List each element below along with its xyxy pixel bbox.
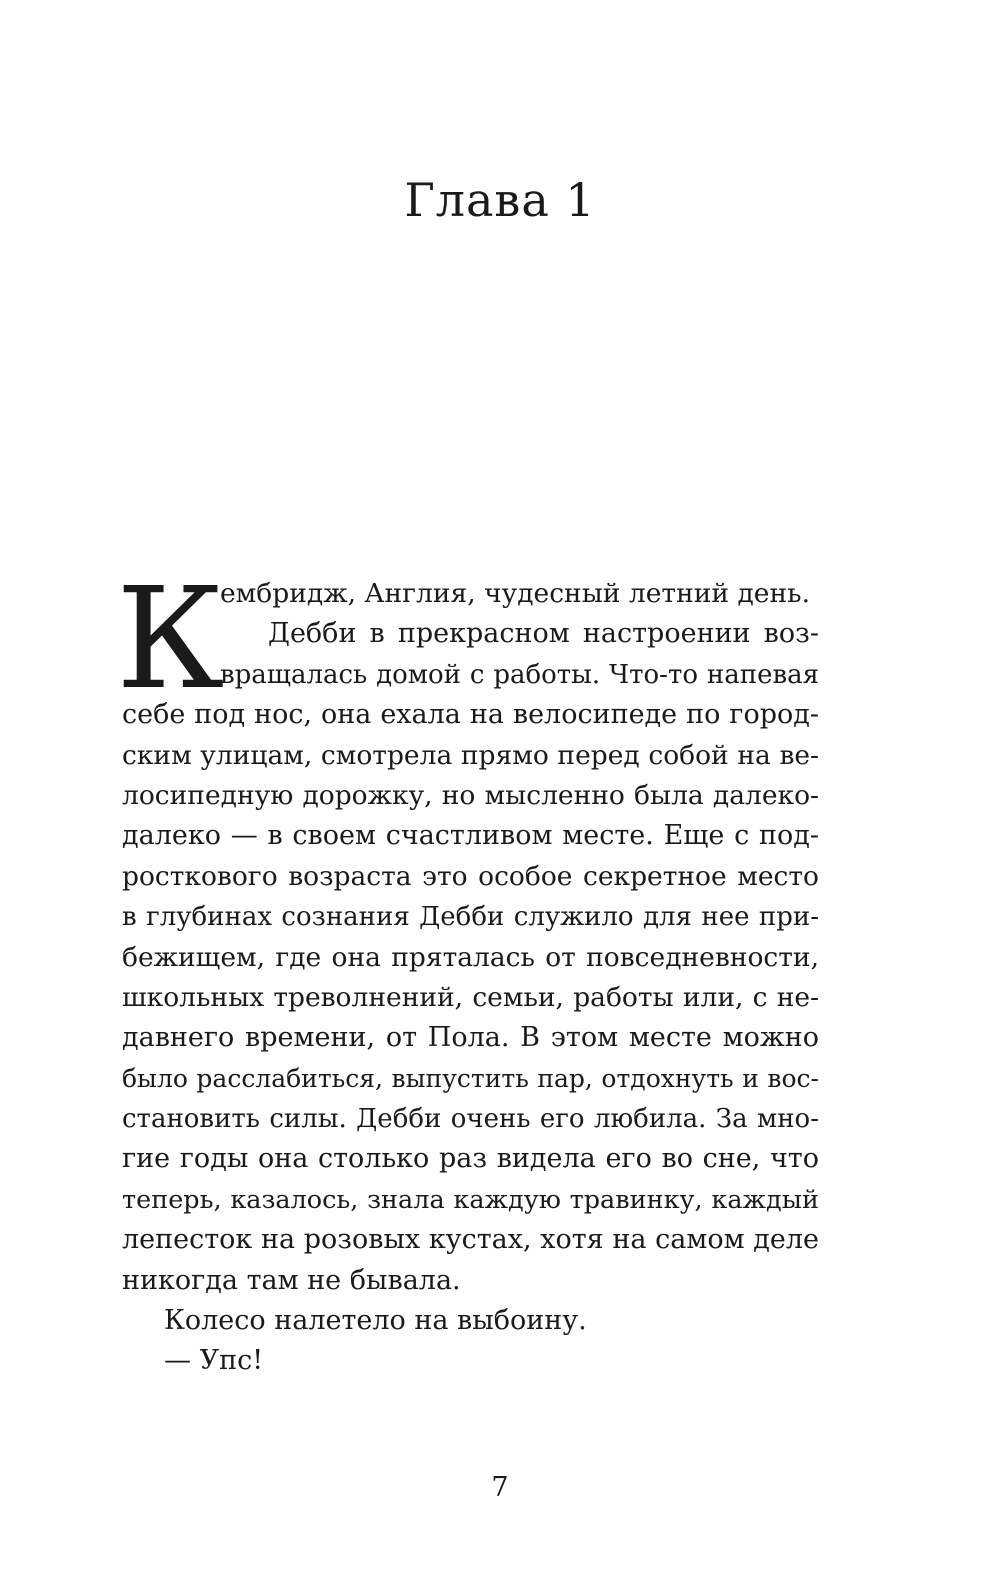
text-line: лепесток на розовых кустах, хотя на самом деле (122, 1224, 819, 1256)
text-line: теперь, казалось, знала каждую травинку, каждый (122, 1184, 819, 1215)
text-line: гие годы она столько раз видела его во сне, что (122, 1143, 819, 1175)
drop-cap: К (116, 558, 225, 721)
text-line: вращалась домой с работы. Что-то напевая (220, 659, 819, 690)
chapter-text (116, 558, 819, 1382)
text-line: ским улицам, смотрела прямо перед собой на ве- (122, 739, 819, 771)
text-line: становить силы. Дебби очень его любила. За мно- (122, 1104, 819, 1135)
text-line: бежищем, где она пряталась от повседневности, (122, 941, 819, 973)
text-line: давнего времени, от Пола. В этом месте можно (122, 1022, 819, 1054)
text-line: школьных треволнений, семьи, работы или, с не- (122, 981, 819, 1013)
chapter-title: Глава 1 (404, 173, 596, 227)
text-line: Колесо налетело на выбоину. (164, 1305, 587, 1337)
text-line: ембридж, Англия, чудесный летний день. (220, 578, 810, 609)
text-line: — Упс! (164, 1345, 264, 1377)
text-line: в глубинах сознания Дебби служило для нее при- (122, 902, 819, 933)
page-number: 7 (491, 1472, 509, 1503)
text-line: лосипедную дорожку, но мысленно была далеко- (122, 779, 819, 811)
text-line: Дебби в прекрасном настроении воз- (268, 618, 819, 650)
text-line: росткового возраста это особое секретное место (122, 860, 819, 892)
text-line: было расслабиться, выпустить пар, отдохнуть и вос- (122, 1063, 819, 1093)
text-line: себе под нос, она ехала на велосипеде по город- (122, 699, 819, 731)
text-line: далеко — в своем счастливом месте. Еще с под- (122, 820, 819, 852)
text-line: никогда там не бывала. (122, 1264, 461, 1296)
